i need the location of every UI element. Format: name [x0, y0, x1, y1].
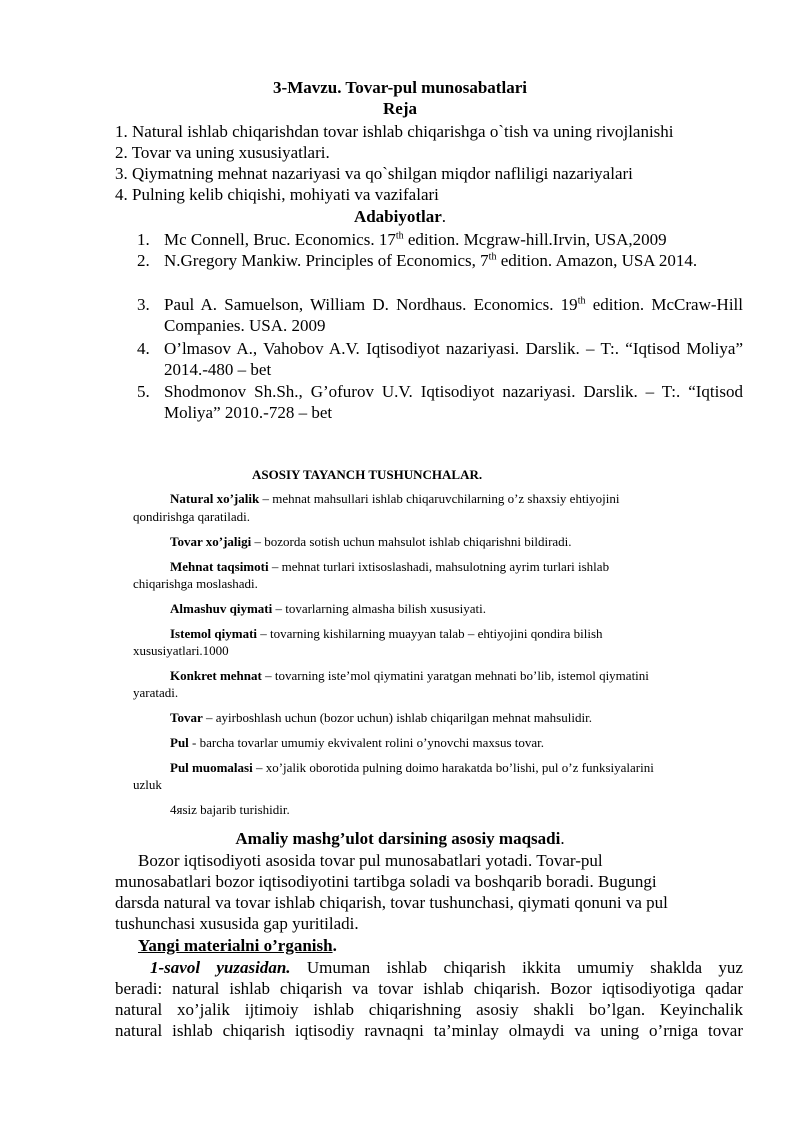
question-paragraph-line: beradi: natural ishlab chiqarish va tovar ishlab chiqarish. Bozor iqtisodiyotiga qadar: [115, 979, 743, 998]
concept-item: Konkret mehnat – tovarning iste’mol qiymatini yaratgan mehnati bo’lib, istemol qiymatini: [170, 668, 649, 683]
question-paragraph-line: natural xo’jalik ijtimoiy ishlab chiqarishning asosiy shakli bo’lgan. Keyinchalik: [115, 1000, 743, 1019]
concept-tail: 4яsiz bajarib turishidir.: [170, 802, 290, 817]
concept-term: Pul muomalasi: [170, 760, 253, 775]
goal-heading: Amaliy mashg’ulot darsining asosiy maqsadi.: [235, 829, 565, 848]
concept-continuation: xususiyatlari.1000: [133, 643, 229, 658]
reference-item: 5. Shodmonov Sh.Sh., G’ofurov U.V. Iqtisodiyot nazariyasi. Darslik. – T:. “Iqtisod Moliya” 2010.-728 – bet: [137, 382, 743, 422]
concept-item: Mehnat taqsimoti – mehnat turlari ixtisoslashadi, mahsulotning ayrim turlari ishlab: [170, 559, 610, 574]
plan-item: 3. Qiymatning mehnat nazariyasi va qo`shilgan miqdor nafliligi nazariyalari: [115, 164, 633, 183]
reference-item: 1. Mc Connell, Bruc. Economics. 17th edition. Mcgraw-hill.Irvin, USA,2009: [137, 230, 667, 249]
reference-item: 4. O’lmasov A., Vahobov A.V. Iqtisodiyot nazariyasi. Darslik. – T:. “Iqtisod Moliya” 2014.-480 – bet: [137, 339, 743, 379]
plan-item: 2. Tovar va uning xususiyatlari.: [115, 143, 330, 162]
concept-term: Tovar xo’jaligi: [170, 534, 252, 549]
question-paragraph-line: natural ishlab chiqarish iqtisodiy ravnaqni ta’minlay olmaydi va uning o’rniga tovar: [115, 1021, 743, 1040]
plan-item: 4. Pulning kelib chiqishi, mohiyati va vazifalari: [115, 185, 439, 204]
concept-item: Pul - barcha tovarlar umumiy ekvivalent rolini o’ynovchi maxsus tovar.: [170, 735, 545, 750]
concept-term: Istemol qiymati: [170, 626, 258, 641]
concept-continuation: yaratadi.: [133, 685, 179, 700]
concept-term: Konkret mehnat: [170, 668, 262, 683]
concepts-heading: ASOSIY TAYANCH TUSHUNCHALAR.: [252, 467, 483, 482]
page-title: 3-Mavzu. Tovar-pul munosabatlari: [273, 78, 527, 97]
concept-term: Natural xo’jalik: [170, 491, 260, 506]
reference-number: 3.: [137, 295, 150, 314]
concept-item: Istemol qiymati – tovarning kishilarning muayyan talab – ehtiyojini qondira bilish: [170, 626, 603, 641]
concept-item: Natural xo’jalik – mehnat mahsullari ishlab chiqaruvchilarning o’z shaxsiy ehtiyojini: [170, 491, 620, 506]
reference-item: 3. Paul A. Samuelson, William D. Nordhaus. Economics. 19th edition. McCraw-Hill Companies. USA. 2009: [137, 295, 743, 335]
new-material-heading: Yangi materialni o’rganish.: [138, 936, 337, 955]
concept-continuation: qondirishga qaratiladi.: [133, 509, 250, 524]
concept-continuation: chiqarishga moslashadi.: [133, 576, 258, 591]
goal-paragraph-line: darsda natural va tovar ishlab chiqarish, tovar tushunchasi, qiymati qonuni va pul: [115, 893, 668, 912]
question-paragraph-first-line: 1-savol yuzasidan. Umuman ishlab chiqarish ikkita umumiy shaklda yuz: [150, 958, 743, 977]
plan-heading: Reja: [383, 99, 417, 118]
literature-heading: Adabiyotlar.: [353, 207, 447, 226]
reference-item: 2. N.Gregory Mankiw. Principles of Economics, 7th edition. Amazon, USA 2014.: [137, 251, 698, 270]
concept-item: Almashuv qiymati – tovarlarning almasha bilish xususiyati.: [170, 601, 486, 616]
goal-paragraph-line: tushunchasi xususida gap yuritiladi.: [115, 914, 359, 933]
goal-paragraph-line: Bozor iqtisodiyoti asosida tovar pul munosabatlari yotadi. Tovar-pul: [138, 851, 603, 870]
concept-item: Tovar – ayirboshlash uchun (bozor uchun) ishlab chiqarilgan mehnat mahsulidir.: [170, 710, 592, 725]
concept-item: Tovar xo’jaligi – bozorda sotish uchun mahsulot ishlab chiqarishni bildiradi.: [170, 534, 572, 549]
reference-number: 4.: [137, 339, 150, 358]
concept-term: Mehnat taqsimoti: [170, 559, 269, 574]
concept-term: Tovar: [170, 710, 203, 725]
concept-term: Almashuv qiymati: [170, 601, 273, 616]
goal-paragraph-line: munosabatlari bozor iqtisodiyotini tartibga soladi va boshqarib boradi. Bugungi: [115, 872, 657, 891]
concept-continuation: uzluk: [133, 777, 162, 792]
question-label: 1-savol yuzasidan.: [150, 958, 291, 977]
reference-number: 2.: [137, 251, 150, 270]
reference-number: 1.: [137, 230, 150, 249]
plan-item: 1. Natural ishlab chiqarishdan tovar ishlab chiqarishga o`tish va uning rivojlanishi: [115, 122, 674, 141]
concept-term: Pul: [170, 735, 189, 750]
concept-item: Pul muomalasi – xo’jalik oborotida pulning doimo harakatda bo’lishi, pul o’z funksiyalarini: [170, 760, 654, 775]
reference-number: 5.: [137, 382, 150, 401]
